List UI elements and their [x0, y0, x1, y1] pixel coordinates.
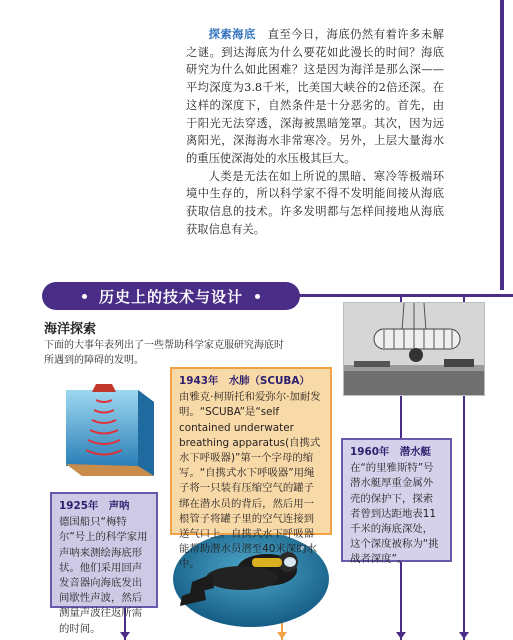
card-body: 由雅克·柯斯托和爱弥尔·加耐发明。“SCUBA”是“self contained underwater breathing apparatus(自携式水下呼吸器)”第一个字母的缩写。“自携式水下呼吸器”用绳子将一只装有压缩空气的罐子绑在潜水员的背后，然后用一根管子将罐子里的空气连接到送气口上。自携式水下呼吸器能帮助潜水员潜至40米深的水中。 [179, 391, 321, 571]
card-title: 1960年 潜水艇 [350, 446, 431, 458]
section-description: 下面的大事年表列出了一些帮助科学家克服研究海底时所遇到的障碍的发明。 [44, 340, 284, 366]
banner-title: 历史上的技术与设计 [98, 287, 243, 306]
section-title: 海洋探索 [44, 322, 97, 337]
timeline-card-1943 [170, 367, 332, 571]
intro-paragraph-1-body: 直至今日，海底仍然有着许多未解之谜。到达海底为什么要花如此漫长的时间？海底研究为什么如此困难？这是因为海洋是那么深——平均深度为3.8千米，比美国大峡谷的2倍还深。在这样的深度下，自然条件是十分恶劣的。首先，由于阳光无法穿透，深海被黑暗笼罩。其次，因为远离阳光，深海海水非常寒冷。另外，上层大量海水的重压使深海处的水压极其巨大。 [186, 28, 444, 165]
timeline-card-1925 [50, 492, 158, 635]
bathyscaphe-photo [343, 302, 485, 396]
sonar-illustration [60, 376, 160, 481]
banner-dot-icon [255, 294, 260, 299]
timeline-line [296, 294, 513, 297]
card-body: 德国船只“梅特尔”号上的科学家用声呐来测绘海底形状。他们采用回声发音器向海底发出间歇性声波，然后测量声波往返所需的时间。 [59, 516, 148, 635]
intro-highlight: 探索海底 [208, 28, 256, 41]
intro-paragraph-2: 人类是无法在如上所说的黑暗、寒冷等极端环境中生存的，所以科学家不得不发明能间接从海底获取信息的技术。许多发明都与怎样间接地从海底获取信息有关。 [186, 169, 444, 236]
section-banner [42, 282, 300, 310]
timeline-arrow-right-icon [459, 632, 469, 639]
timeline-arrow-1960-icon [396, 632, 406, 639]
card-title: 1943年 水肺（SCUBA） [179, 375, 310, 387]
timeline-arrow-1943-icon [277, 632, 287, 639]
card-body: 在“的里雅斯特”号潜水艇厚重金属外壳的保护下，探索者曾到达距地表11千米的海底深处，这个深度被称为“挑战者深度”。 [350, 462, 439, 566]
intro-paragraph-1 [186, 26, 444, 168]
intro-text [186, 26, 444, 238]
banner-dot-icon [82, 294, 87, 299]
card-title: 1925年 声呐 [59, 500, 130, 512]
timeline-card-1960 [341, 438, 452, 566]
page-edge-rule [500, 0, 504, 290]
